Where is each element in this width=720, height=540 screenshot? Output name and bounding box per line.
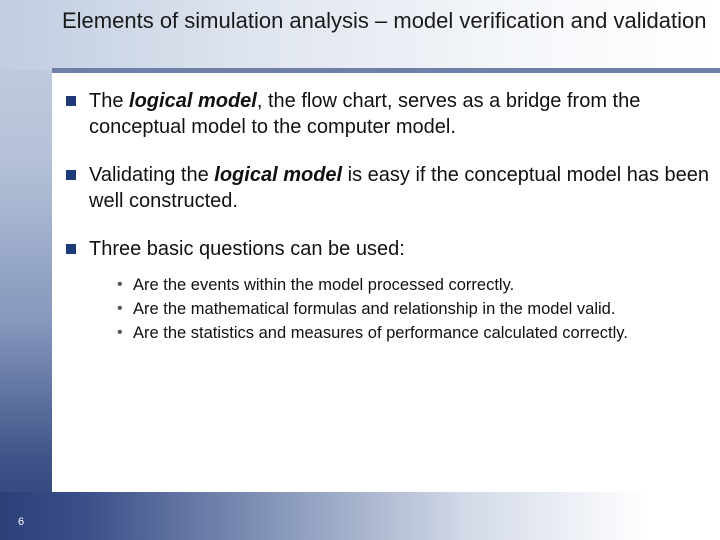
slide-content (64, 88, 714, 346)
sub-bullet-item (119, 298, 714, 320)
sub-bullet-list (64, 274, 714, 344)
page-title: Elements of simulation analysis – model verification and validation (62, 8, 707, 33)
square-bullet-icon (66, 170, 76, 180)
dot-bullet-icon: • (117, 324, 123, 341)
bullet-text: The (89, 90, 130, 112)
title-underline (52, 68, 720, 73)
bullet-item (64, 88, 714, 140)
sub-bullet-item (119, 274, 714, 296)
square-bullet-icon (66, 96, 76, 106)
dot-bullet-icon: • (117, 276, 123, 293)
sub-bullet-text: Are the events within the model processed correctly. (133, 276, 515, 294)
bottom-decor-band (0, 492, 720, 540)
sub-bullet-text: Are the mathematical formulas and relationship in the model valid. (133, 300, 616, 318)
dot-bullet-icon: • (117, 300, 123, 317)
bullet-text: Three basic questions can be used: (89, 238, 405, 260)
bullet-text: is easy if the conceptual model has been well constructed. (89, 164, 709, 212)
emphasis-text: logical model (214, 164, 343, 186)
sub-bullet-text: Are the statistics and measures of performance calculated correctly. (133, 324, 628, 342)
emphasis-text: logical model (129, 90, 257, 112)
sub-bullet-item (119, 322, 714, 344)
square-bullet-icon (66, 244, 76, 254)
bullet-item (64, 236, 714, 262)
bullet-item (64, 162, 714, 214)
bullet-text: Validating the (89, 164, 215, 186)
left-decor-bar (0, 0, 52, 540)
slide-number: 6 (18, 516, 25, 528)
bullet-text: , the flow chart, serves as a bridge from the conceptual model to the computer model. (89, 90, 641, 138)
